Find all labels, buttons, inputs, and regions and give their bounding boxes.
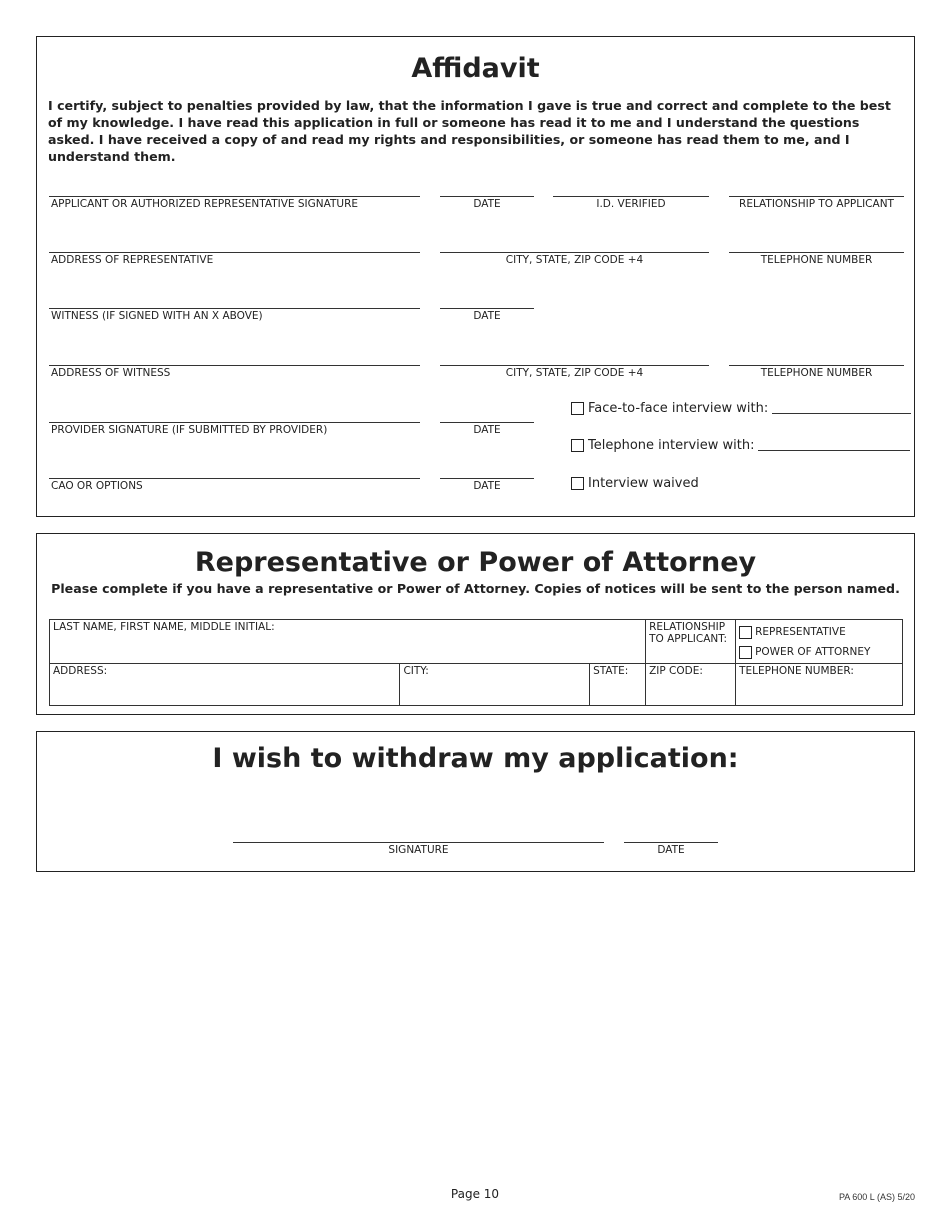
interview-waived-label: Interview waived <box>588 476 699 491</box>
witness-city-label: CITY, STATE, ZIP CODE +4 <box>505 367 644 379</box>
rep-state-label: STATE: <box>593 665 629 677</box>
provider-signature-line[interactable] <box>49 422 420 423</box>
rep-option-representative[interactable] <box>739 622 899 642</box>
affidavit-section <box>36 36 915 517</box>
rep-option-poa[interactable] <box>739 642 899 662</box>
representative-phone-line[interactable] <box>729 252 904 253</box>
telephone-interview-option[interactable] <box>571 438 910 453</box>
withdraw-date-line[interactable] <box>624 842 718 843</box>
rep-relationship-label: RELATIONSHIP TO APPLICANT: <box>649 621 728 645</box>
rep-representative-checkbox[interactable] <box>739 626 752 639</box>
telephone-interview-checkbox[interactable] <box>571 439 584 452</box>
telephone-interview-name-line[interactable] <box>758 441 910 451</box>
rep-name-field[interactable] <box>50 620 646 664</box>
representative-city-label: CITY, STATE, ZIP CODE +4 <box>505 254 644 266</box>
provider-signature-label: PROVIDER SIGNATURE (IF SUBMITTED BY PROVIDER) <box>51 424 328 436</box>
representative-section <box>36 533 915 715</box>
rep-type-options <box>736 620 903 664</box>
date-label-2: DATE <box>473 310 501 322</box>
interview-waived-checkbox[interactable] <box>571 477 584 490</box>
page-number: Page 10 <box>450 1187 500 1201</box>
witness-line[interactable] <box>49 308 420 309</box>
representative-title: Representative or Power of Attorney <box>194 547 757 578</box>
rep-city-label: CITY: <box>403 665 429 677</box>
applicant-signature-line[interactable] <box>49 196 420 197</box>
withdraw-signature-line[interactable] <box>233 842 604 843</box>
date-line-1[interactable] <box>440 196 534 197</box>
id-verified-line[interactable] <box>553 196 709 197</box>
representative-address-label: ADDRESS OF REPRESENTATIVE <box>51 254 214 266</box>
withdraw-date-label: DATE <box>657 844 685 856</box>
date-label-1: DATE <box>473 198 501 210</box>
representative-city-line[interactable] <box>440 252 709 253</box>
face-to-face-option[interactable] <box>571 401 911 416</box>
withdraw-section <box>36 731 915 872</box>
affidavit-title: Affidavit <box>411 53 540 84</box>
certification-text: I certify, subject to penalties provided by law, that the information I gave is true and correct and complete to the best of my knowledge. I have read this application in full or someone has read it to me and I understand the questions asked. I have received a copy of and read my rights and responsibilities, or someone has read them to me, and I understand them. <box>48 98 891 164</box>
rep-address-field[interactable] <box>50 664 400 706</box>
face-to-face-checkbox[interactable] <box>571 402 584 415</box>
witness-address-label: ADDRESS OF WITNESS <box>51 367 171 379</box>
interview-waived-option[interactable] <box>571 476 699 491</box>
date-line-4[interactable] <box>440 478 534 479</box>
rep-representative-label: REPRESENTATIVE <box>755 626 846 638</box>
rep-poa-checkbox[interactable] <box>739 646 752 659</box>
id-verified-label: I.D. VERIFIED <box>596 198 666 210</box>
rep-address-label: ADDRESS: <box>53 665 108 677</box>
relationship-label: RELATIONSHIP TO APPLICANT <box>739 198 894 210</box>
rep-relationship-field[interactable] <box>646 620 736 664</box>
representative-phone-label: TELEPHONE NUMBER <box>760 254 873 266</box>
rep-name-label: LAST NAME, FIRST NAME, MIDDLE INITIAL: <box>53 621 275 633</box>
rep-poa-label: POWER OF ATTORNEY <box>755 646 871 658</box>
date-label-4: DATE <box>473 480 501 492</box>
withdraw-title: I wish to withdraw my application: <box>212 743 739 774</box>
rep-zip-field[interactable] <box>646 664 736 706</box>
face-to-face-label: Face-to-face interview with: <box>588 401 769 416</box>
witness-address-line[interactable] <box>49 365 420 366</box>
rep-telephone-label: TELEPHONE NUMBER: <box>739 665 854 677</box>
telephone-interview-label: Telephone interview with: <box>588 438 755 453</box>
witness-phone-line[interactable] <box>729 365 904 366</box>
witness-label: WITNESS (IF SIGNED WITH AN X ABOVE) <box>51 310 263 322</box>
relationship-line[interactable] <box>729 196 904 197</box>
witness-city-line[interactable] <box>440 365 709 366</box>
representative-subtitle: Please complete if you have a representative or Power of Attorney. Copies of notices will be sent to the person named. <box>51 581 900 596</box>
rep-zip-label: ZIP CODE: <box>649 665 703 677</box>
cao-options-label: CAO OR OPTIONS <box>51 480 143 492</box>
withdraw-signature-label: SIGNATURE <box>388 844 449 856</box>
rep-state-field[interactable] <box>590 664 646 706</box>
form-code: PA 600 L (AS) 5/20 <box>838 1192 915 1202</box>
date-line-2[interactable] <box>440 308 534 309</box>
representative-address-line[interactable] <box>49 252 420 253</box>
representative-table <box>49 619 903 706</box>
rep-city-field[interactable] <box>400 664 590 706</box>
witness-phone-label: TELEPHONE NUMBER <box>760 367 873 379</box>
date-label-3: DATE <box>473 424 501 436</box>
face-to-face-name-line[interactable] <box>772 404 911 414</box>
date-line-3[interactable] <box>440 422 534 423</box>
applicant-signature-label: APPLICANT OR AUTHORIZED REPRESENTATIVE SIGNATURE <box>51 198 359 210</box>
rep-telephone-field[interactable] <box>736 664 903 706</box>
cao-options-line[interactable] <box>49 478 420 479</box>
